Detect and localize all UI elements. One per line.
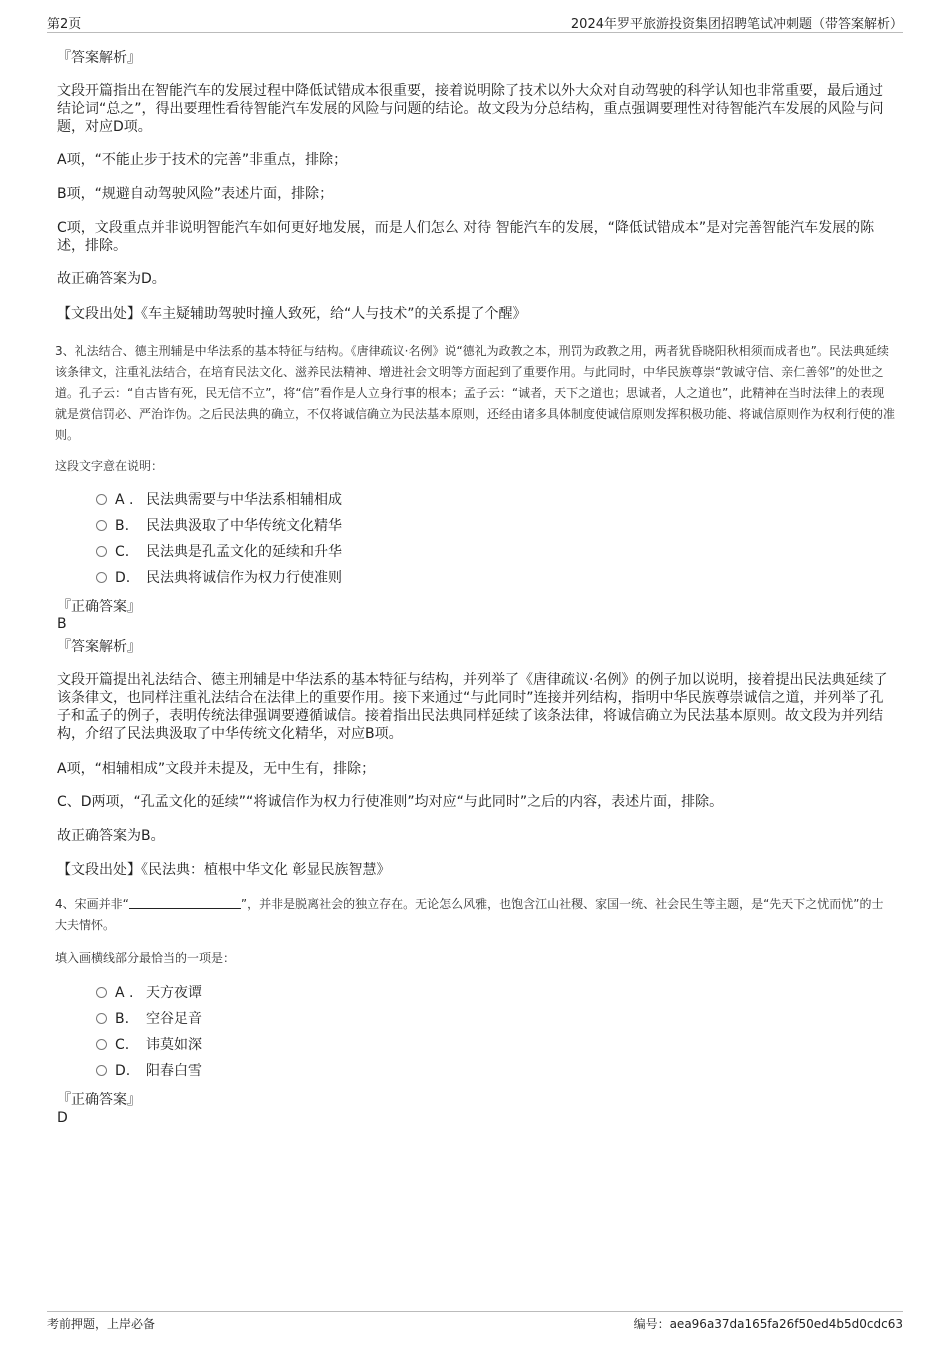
q4-option-b[interactable]: B. 空谷足音 [96,1009,202,1029]
footer-slogan: 考前押题，上岸必备 [47,1317,156,1331]
q2-analysis-paragraph: 文段开篇指出在智能汽车的发展过程中降低试错成本很重要，接着说明除了技术以外大众对自动驾驶的科学认知也非常重要，最后通过结论词“总之”，得出要理性看待智能汽车发展的风险与问题的结论。故文段为分总结构，重点强调要理性对待智能汽车发展的风险与问题，对应D项。 [57,83,884,135]
q3-option-b[interactable]: B. 民法典汲取了中华传统文化精华 [96,516,342,536]
q4-question-text: 4、宋画并非“ ”，并非是脱离社会的独立存在。无论怎么风雅，也饱含江山社稷、家国一统、社会民生等主题，是“先天下之忧而忧”的士大夫情怀。 [55,897,884,932]
q3-question-text: 3、礼法结合、德主刑辅是中华法系的基本特征与结构。《唐律疏议·名例》说“德礼为政教之本，刑罚为政教之用，两者犹昏晓阳秋相须而成者也”。民法典延续该条律文，注重礼法结合，在培育民法文化、滋养民法精神、增进社会文明等方面起到了重要作用。与此同时，中华民族尊崇“敦诚守信、亲仁善邻”的处世之道。孔子云：“自古皆有死，民无信不立”，将“信”看作是人立身行事的根本；孟子云：“诚者，天下之道也；思诚者，人之道也”，此精神在当时法律上的表现就是赏信罚必、严治诈伪。之后民法典的确立，不仅将诚信确立为民法基本原则，还经由诸多具体制度使诚信原则发挥积极功能、将诚信原则作为权利行使的准则。 [55,344,896,442]
page-header [47,10,903,33]
q4-prompt: 填入画横线部分最恰当的一项是： [55,951,236,965]
q2-analysis-option-a: A项，“不能止步于技术的完善”非重点，排除； [57,152,348,168]
q3-analysis-paragraph: 文段开篇提出礼法结合、德主刑辅是中华法系的基本特征与结构，并列举了《唐律疏议·名例》的例子加以说明，接着提出民法典延续了该条律文，也同样注重礼法结合在法律上的重要作用。接下来通过“与此同时”连接并列结构，指明中华民族尊崇诚信之道，并列举了孔子和孟子的例子，表明传统法律强调要遵循诚信。接着指出民法典同样延续了该条法律，将诚信确立为民法基本原则。故文段为并列结构，介绍了民法典汲取了中华传统文化精华，对应B项。 [57,672,888,742]
radio-icon[interactable] [96,546,107,557]
q3-answer: B [57,616,67,632]
q3-option-a[interactable]: A . 民法典需要与中华法系相辅相成 [96,490,342,510]
radio-icon[interactable] [96,1039,107,1050]
q3-option-c[interactable]: C. 民法典是孔孟文化的延续和升华 [96,542,342,562]
q3-analysis-option-a: A项，“相辅相成”文段并未提及，无中生有，排除； [57,761,376,777]
q4-answer: D [57,1110,68,1126]
q2-source: 【文段出处】《车主疑辅助驾驶时撞人致死，给“人与技术”的关系提了个醒》 [57,306,527,322]
q3-prompt: 这段文字意在说明： [55,459,164,473]
document-id: 编号：aea96a37da165fa26f50ed4b5d0cdc63 [633,1317,903,1331]
document-title: 2024年罗平旅游投资集团招聘笔试冲刺题（带答案解析） [570,17,903,32]
fill-blank [129,897,241,909]
q2-conclusion: 故正确答案为D。 [57,271,166,287]
radio-icon[interactable] [96,987,107,998]
q2-analysis-option-b: B项，“规避自动驾驶风险”表述片面，排除； [57,186,334,202]
radio-icon[interactable] [96,1013,107,1024]
q3-answer-label: 『正确答案』 [57,599,141,615]
q3-analysis-label: 『答案解析』 [57,639,141,655]
q3-analysis-option-cd: C、D两项，“孔孟文化的延续”“将诚信作为权力行使准则”均对应“与此同时”之后的内容，表述片面，排除。 [57,794,724,810]
radio-icon[interactable] [96,1065,107,1076]
page-number: 第2页 [47,17,82,32]
q2-analysis-option-c: C项，文段重点并非说明智能汽车如何更好地发展，而是人们怎么 对待 智能汽车的发展，“降低试错成本”是对完善智能汽车发展的陈述，排除。 [57,220,875,254]
radio-icon[interactable] [96,494,107,505]
radio-icon[interactable] [96,572,107,583]
page-footer [47,1311,903,1331]
q4-option-c[interactable]: C. 讳莫如深 [96,1035,202,1055]
q4-option-a[interactable]: A . 天方夜谭 [96,983,202,1003]
q3-source: 【文段出处】《民法典：植根中华文化 彰显民族智慧》 [57,862,391,878]
q4-answer-label: 『正确答案』 [57,1092,141,1108]
q2-analysis-label: 『答案解析』 [57,50,141,66]
radio-icon[interactable] [96,520,107,531]
q3-option-d[interactable]: D. 民法典将诚信作为权力行使准则 [96,568,342,588]
q3-conclusion: 故正确答案为B。 [57,828,165,844]
q4-option-d[interactable]: D. 阳春白雪 [96,1061,202,1081]
